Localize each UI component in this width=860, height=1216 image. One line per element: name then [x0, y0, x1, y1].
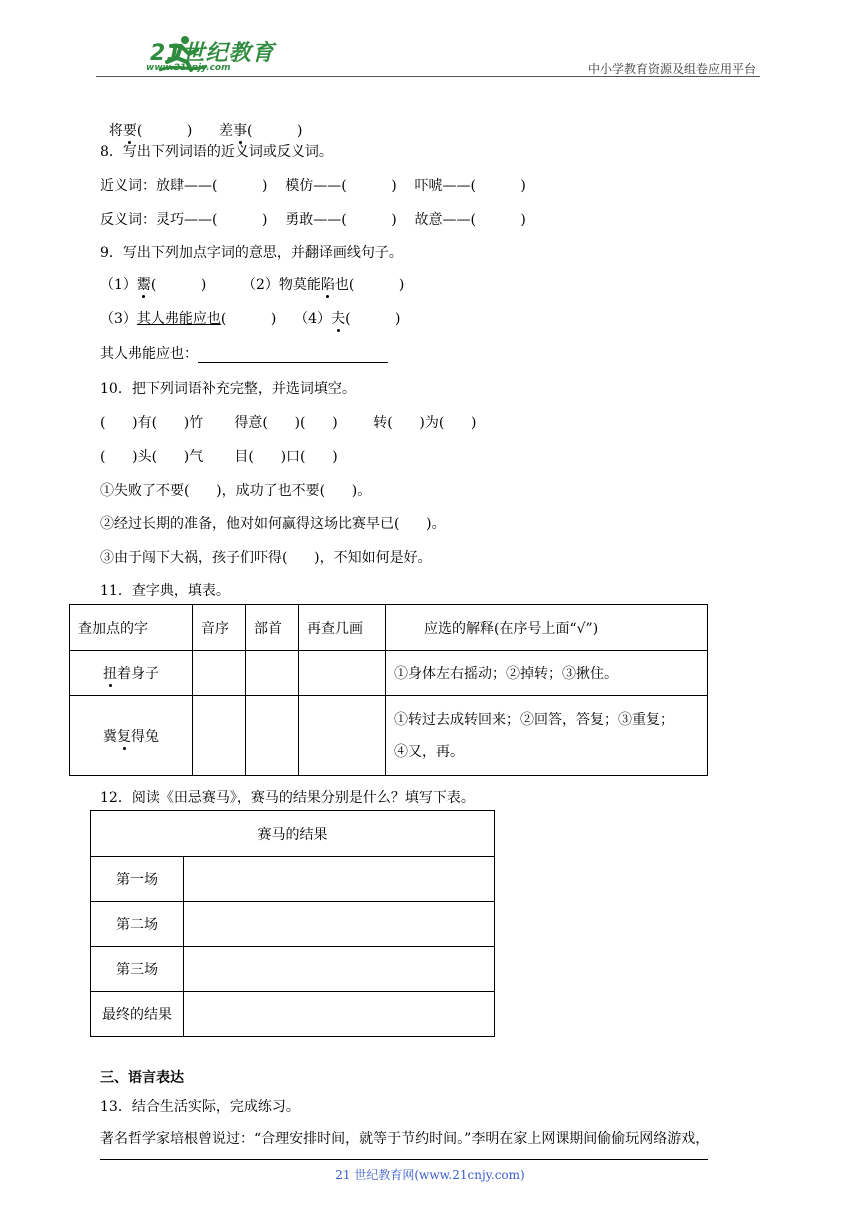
question-13: 13．结合生活实际，完成练习。 — [100, 1099, 300, 1115]
row2-phonetic-cell[interactable] — [193, 696, 246, 776]
q10-sentence-3: ③由于闯下大祸，孩子们吓得( )，不知如何是好。 — [100, 550, 432, 566]
q7-line — [100, 104, 302, 140]
race-row-label: 第三场 — [91, 947, 184, 992]
race-row-label: 第一场 — [91, 857, 184, 902]
question-9: 9．写出下列加点字词的意思，并翻译画线句子。 — [100, 245, 403, 261]
race-row-answer[interactable] — [184, 947, 495, 992]
footer-text[interactable]: 21 世纪教育网(www.21cnjy.com) — [335, 1168, 525, 1182]
q9-row-1: （1）鬻( ) （2）物莫能陷也( ) — [100, 277, 405, 293]
row1-phonetic-cell[interactable] — [193, 651, 246, 696]
header-radical: 部首 — [246, 605, 299, 651]
race-result-table — [90, 810, 495, 1037]
race-table-title: 赛马的结果 — [91, 811, 495, 857]
footer-divider — [100, 1159, 708, 1160]
race-row-label: 最终的结果 — [91, 992, 184, 1037]
header-divider — [96, 76, 760, 77]
row1-radical-cell[interactable] — [246, 651, 299, 696]
header-phonetic: 音序 — [193, 605, 246, 651]
q8-antonyms: 反义词：灵巧——( ) 勇敢——( ) 故意——( ) — [100, 212, 526, 228]
question-10: 10．把下列词语补充完整，并选词填空。 — [100, 381, 356, 397]
race-row-answer[interactable] — [184, 992, 495, 1037]
row1-strokes-cell[interactable] — [299, 651, 386, 696]
row2-strokes-cell[interactable] — [299, 696, 386, 776]
race-row-answer[interactable] — [184, 902, 495, 947]
q10-sentence-1: ①失败了不要( )，成功了也不要( )。 — [100, 483, 372, 499]
question-12: 12．阅读《田忌赛马》，赛马的结果分别是什么？填写下表。 — [100, 790, 475, 806]
question-11: 11．查字典，填表。 — [100, 583, 230, 599]
q7-item-1: 将要( ) — [108, 123, 193, 139]
section-3-heading: 三、语言表达 — [100, 1070, 184, 1086]
q9-row-2: （3）其人弗能应也( ) （4）夫( ) — [100, 311, 401, 327]
row2-explain: ①转过去成转回来；②回答，答复；③重复； ④又，再。 — [386, 696, 708, 776]
row2-radical-cell[interactable] — [246, 696, 299, 776]
q9-translation: 其人弗能应也： — [100, 343, 388, 363]
q10-sentence-2: ②经过长期的准备，他对如何赢得这场比赛早已( )。 — [100, 516, 446, 532]
q8-synonyms: 近义词：放肆——( ) 模仿——( ) 吓唬——( ) — [100, 178, 526, 194]
row1-explain: ①身体左右摇动；②掉转；③揪住。 — [386, 651, 708, 696]
row1-word: 扭着身子 — [70, 651, 193, 696]
question-8: 8．写出下列词语的近义词或反义词。 — [100, 144, 333, 160]
site-name: 中小学教育资源及组卷应用平台 — [587, 62, 756, 76]
q13-text: 著名哲学家培根曾说过：“合理安排时间，就等于节约时间。”李明在家上网课期间偷偷玩网络游戏， — [100, 1131, 710, 1147]
race-row-answer[interactable] — [184, 857, 495, 902]
header-char: 查加点的字 — [70, 605, 193, 651]
header-explain: 应选的解释(在序号上面“√”) — [386, 605, 708, 651]
q10-idioms-b: ( )头( )气 目( )口( ) — [100, 449, 338, 465]
header-strokes: 再查几画 — [299, 605, 386, 651]
row2-word: 冀复得兔 — [70, 696, 193, 776]
race-row-label: 第二场 — [91, 902, 184, 947]
translation-blank[interactable] — [198, 348, 388, 363]
q10-idioms-a: ( )有( )竹 得意( )( ) 转( )为( ) — [100, 415, 477, 431]
logo-text: 21世纪教育 — [150, 41, 275, 66]
dictionary-table — [69, 604, 708, 776]
q7-item-2: 差事( ) — [219, 123, 303, 139]
logo-url: www.21cnjy.com — [146, 63, 231, 73]
